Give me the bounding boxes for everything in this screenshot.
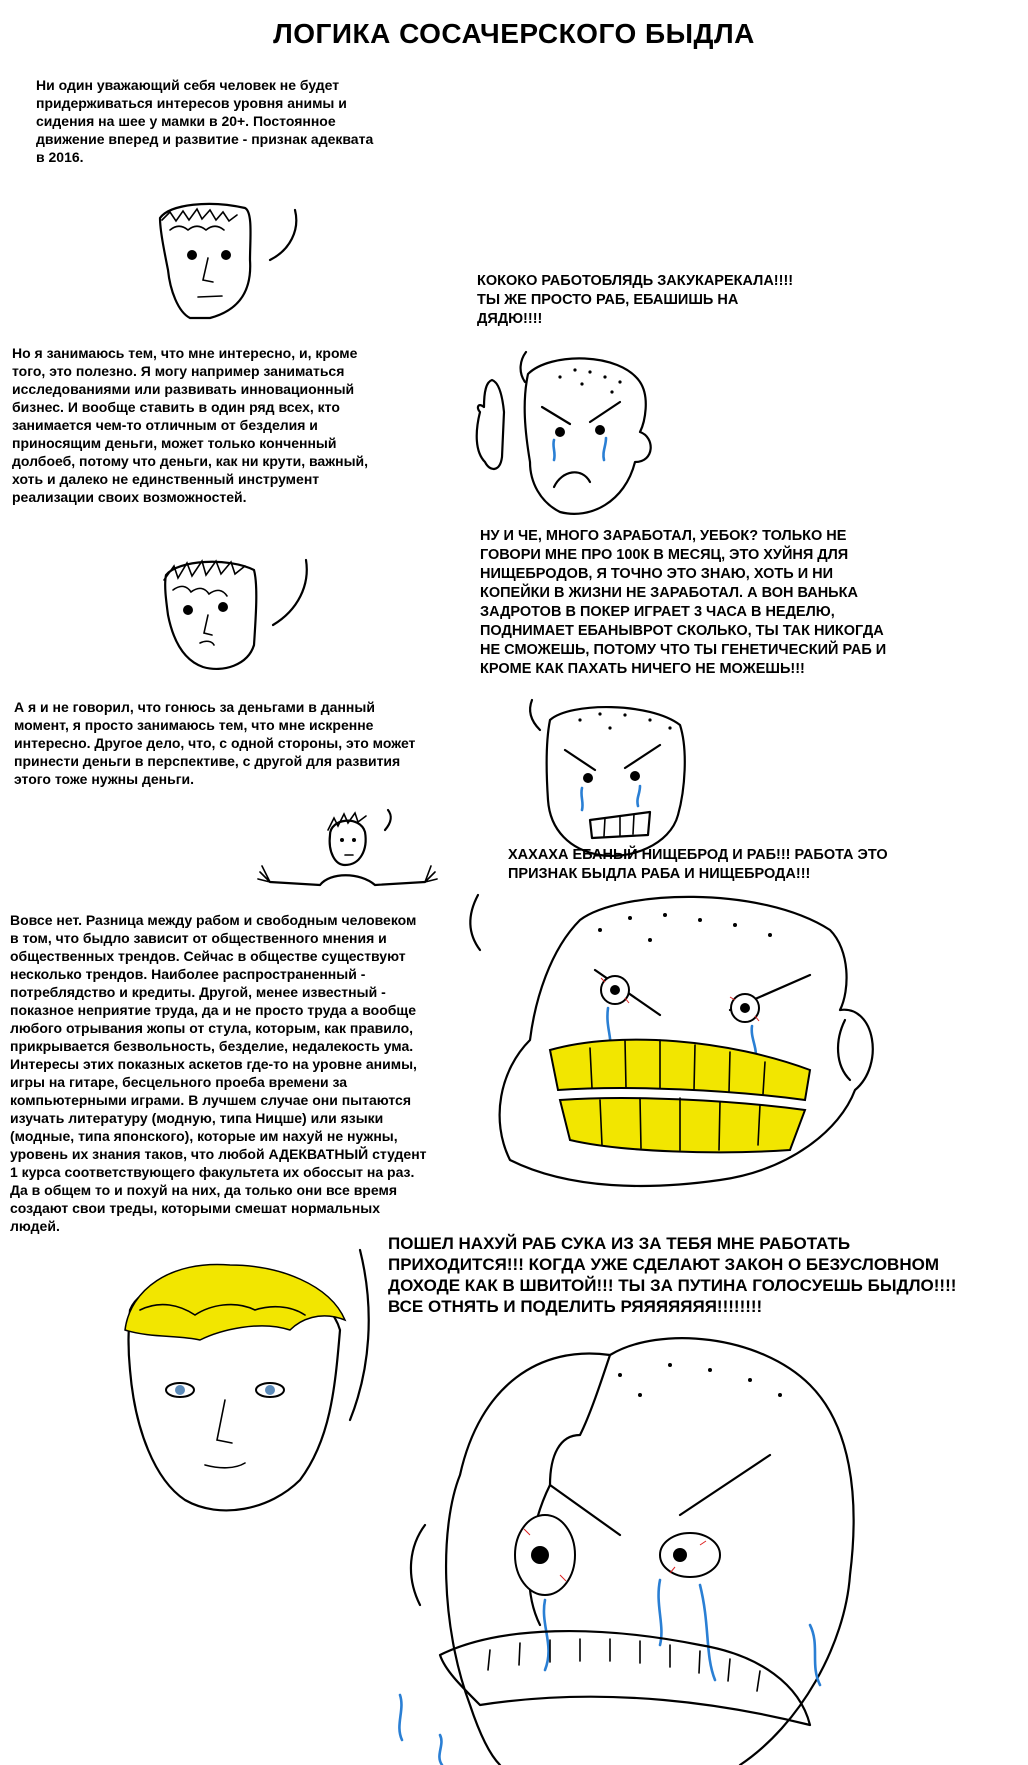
right-text-2: НУ И ЧЕ, МНОГО ЗАРАБОТАЛ, УЕБОК? ТОЛЬКО НЕ ГОВОРИ МНЕ ПРО 100К В МЕСЯЦ, ЭТО ХУЙНЯ ДЛЯ НИЩЕБРОДОВ, Я ТОЧНО ЭТО ЗНАЮ, ХОТЬ И НИ КОПЕЙКИ В ЖИЗНИ НЕ ЗАРАБОТАЛ. А ВОН ВАНЬКА ЗАДРОТОВ В ПОКЕР ИГРАЕТ 3 ЧАСА В НЕДЕЛЮ, ПОДНИМАЕТ ЕБАНЫВРОТ СКОЛЬКО, ТЫ ТАК НИКОГДА НЕ СМОЖЕШЬ, ПОТОМУ ЧТО ТЫ ГЕНЕТИЧЕСКИЙ РАБ И КРОМЕ КАК ПАХАТЬ НИЧЕГО НЕ МОЖЕШЬ!!! <box>480 528 887 677</box>
right-text-3: ХАХАХА ЕБАНЫЙ НИЩЕБРОД И РАБ!!! РАБОТА ЭТО ПРИЗНАК БЫДЛА РАБА И НИЩЕБРОДА!!! <box>508 847 888 882</box>
left-text-2: Но я занимаюсь тем, что мне интересно, и, кроме того, это полезно. Я могу например заниматься исследованиями или развивать инновационный бизнес. И вообще ставить в один ряд всех, кто занимается чем-то отличным от безделия и приносящим деньги, может только конченный долбоеб, потому что деньги, как ни крути, важный, хоть и далеко не единственный инструмент реализации своих возможностей. <box>12 345 369 505</box>
calm-guy-face-2 <box>158 555 338 680</box>
angry-guy-face-2 <box>510 700 700 860</box>
angry-guy-gold-teeth <box>490 890 890 1190</box>
left-text-1: Ни один уважающий себя человек не будет придерживаться интересов уровня анимы и сидения на шее у мамки в 20+. Постоянное движение вперед и развитие - признак адеквата в 2016. <box>36 77 374 165</box>
screaming-guy-face <box>380 1325 900 1765</box>
left-text-4: Вовсе нет. Разница между рабом и свободным человеком в том, что быдло зависит от общественного мнения и общественных трендов. Сейчас в обществе существуют несколько трендов. Наиболее распространенный - потреблядство и кредиты. Другой, менее известный - показное неприятие труда, да и не просто труда а вообще любого отрывания жопы от стула, которым, как правило, прикрывается безвольность, безделие, недалекость ума. Интересы этих показных аскетов где-то на уровне анимы, игры на гитаре, бесцельного проеба времени за компьютерными играми. В лучшем случае они пытаются изучать литературу (модную, типа Ницше) или языки (модные, типа японского), которые им нахуй не нужны, уровень их знания таков, что любой АДЕКВАТНЫЙ студент 1 курса соответствующего факультета их обоссыт на раз. Да в общем то и похуй на них, да только они все время создают свои треды, которыми смешат нормальных людей. <box>10 912 427 1234</box>
calm-guy-face-1 <box>150 200 310 325</box>
right-text-1: КОКОКО РАБОТОБЛЯДЬ ЗАКУКАРЕКАЛА!!!! ТЫ ЖЕ ПРОСТО РАБ, ЕБАШИШЬ НА ДЯДЮ!!!! <box>477 273 794 327</box>
comic-title: ЛОГИКА СОСАЧЕРСКОГО БЫДЛА <box>273 18 755 49</box>
angry-guy-face-1 <box>470 352 690 522</box>
shrugging-guy <box>250 810 480 905</box>
blonde-guy-face <box>100 1250 380 1550</box>
right-text-4: ПОШЕЛ НАХУЙ РАБ СУКА ИЗ ЗА ТЕБЯ МНЕ РАБОТАТЬ ПРИХОДИТСЯ!!! КОГДА УЖЕ СДЕЛАЮТ ЗАКОН О БЕЗУСЛОВНОМ ДОХОДЕ КАК В ШВИТОЙ!!! ТЫ ЗА ПУТИНА ГОЛОСУЕШЬ БЫДЛО!!!! ВСЕ ОТНЯТЬ И ПОДЕЛИТЬ РЯЯЯЯЯЯЯ!!!!!!!! <box>388 1234 957 1316</box>
left-text-3: А я и не говорил, что гонюсь за деньгами в данный момент, я просто занимаюсь тем, что мне искренне интересно. Другое дело, что, с одной стороны, это может принести деньги в перспективе, с другой для развития этого тоже нужны деньги. <box>14 699 416 787</box>
